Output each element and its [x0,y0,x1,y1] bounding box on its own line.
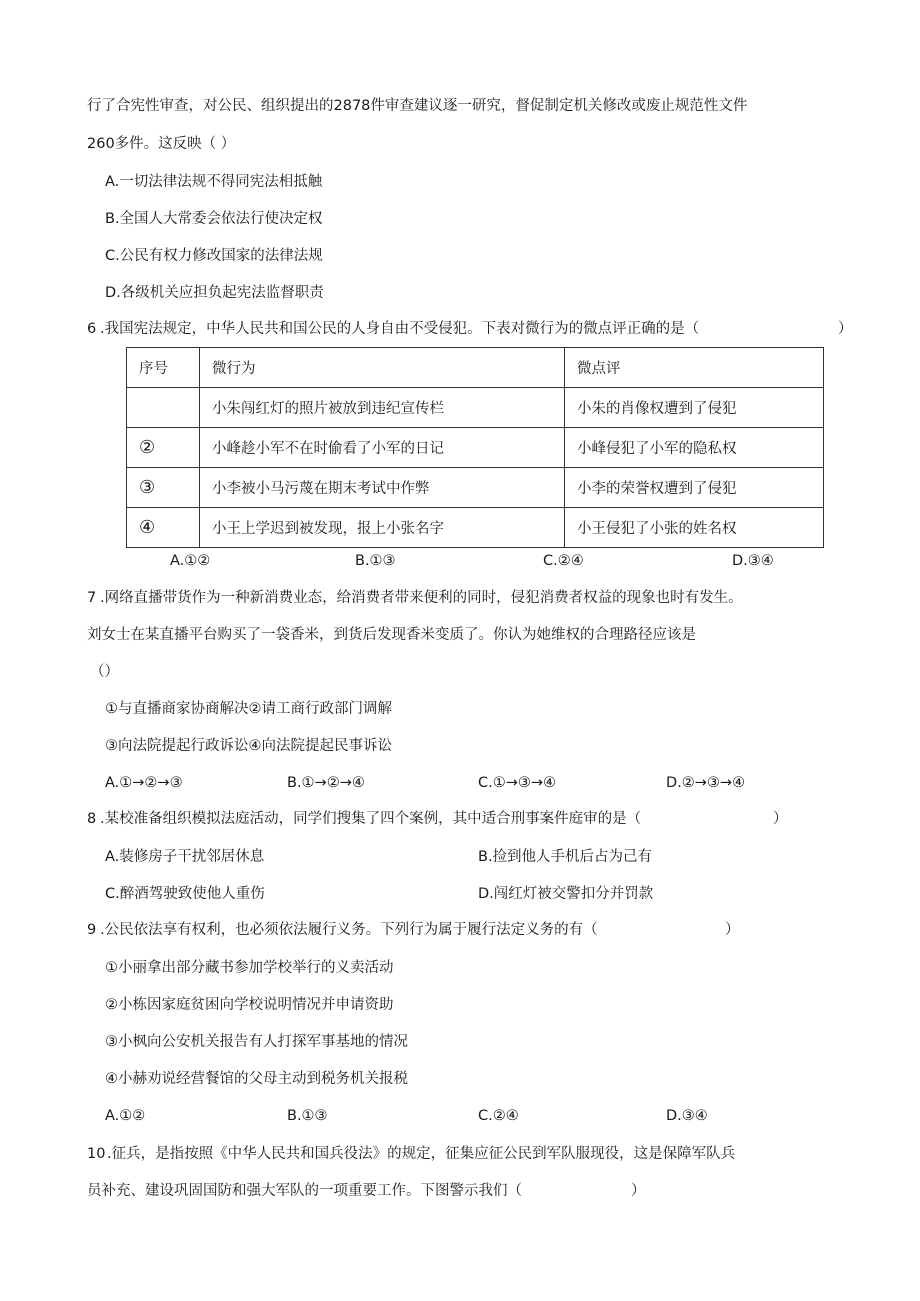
row-index: ③ [127,468,200,508]
q8-stem: .某校准备组织模拟法庭活动，同学们搜集了四个案例，其中适合刑事案件庭审的是（ [100,811,642,827]
q6-stem: .我国宪法规定，中华人民共和国公民的人身自由不受侵犯。下表对微行为的微点评正确的是（ [100,321,700,337]
row-comment: 小李的荣誉权遭到了侵犯 [565,468,824,508]
table-row [127,428,824,468]
row-index [127,388,200,428]
q6-paren-close: ） [838,321,853,337]
q10-paren-close: ） [631,1183,646,1199]
q6-table [126,347,824,548]
q5-stem-line2: 260多件。这反映（ ） [87,136,236,152]
q8-option-a[interactable]: A.装修房子干扰邻居休息 [105,849,265,865]
q7-stem-line1: .网络直播带货作为一种新消费业态，给消费者带来便利的同时，侵犯消费者权益的现象也时有发生。 [100,590,743,606]
table-row [127,508,824,548]
q5-stem-line1: 行了合宪性审查，对公民、组织提出的2878件审查建议逐一研究，督促制定机关修改或废止规范性文件 [87,98,748,114]
q9-stem: .公民依法享有权利，也必须依法履行义务。下列行为属于履行法定义务的有（ [100,922,598,938]
q9-option-d[interactable]: D.③④ [666,1108,708,1124]
q7-option-c[interactable]: C.①→③→④ [478,775,557,791]
row-behavior: 小朱闯红灯的照片被放到违纪宣传栏 [200,388,565,428]
row-behavior: 小李被小马污蔑在期末考试中作弊 [200,468,565,508]
q8-number: 8 [87,811,97,827]
table-header-row [127,348,824,388]
q5-option-c[interactable]: C.公民有权力修改国家的法律法规 [105,248,323,264]
q6-option-a[interactable]: A.①② [170,553,211,569]
q7-option-b[interactable]: B.①→②→④ [287,775,365,791]
row-index: ② [127,428,200,468]
row-behavior: 小王上学迟到被发现，报上小张名字 [200,508,565,548]
q9-item-4: ④小赫劝说经营餐馆的父母主动到税务机关报税 [105,1071,408,1087]
q9-item-1: ①小丽拿出部分藏书参加学校举行的义卖活动 [105,960,394,976]
header-comment: 微点评 [565,348,824,388]
row-comment: 小峰侵犯了小军的隐私权 [565,428,824,468]
table-row [127,468,824,508]
q9-option-b[interactable]: B.①③ [287,1108,328,1124]
q6-number: 6 [87,321,97,337]
q9-item-3: ③小枫向公安机关报告有人打探军事基地的情况 [105,1034,408,1050]
q6-option-d[interactable]: D.③④ [732,553,774,569]
q10-stem-line1: .征兵，是指按照《中华人民共和国兵役法》的规定，征集应征公民到军队服现役，这是保障军队兵 [107,1146,736,1162]
q7-option-a[interactable]: A.①→②→③ [105,775,183,791]
q7-items-line2: ③向法院提起行政诉讼④向法院提起民事诉讼 [105,738,392,754]
q9-item-2: ②小栋因家庭贫困向学校说明情况并申请资助 [105,997,394,1013]
q8-option-d[interactable]: D.闯红灯被交警扣分并罚款 [478,886,654,902]
q10-stem-line2: 员补充、建设巩固国防和强大军队的一项重要工作。下图警示我们（ [87,1183,522,1199]
q7-number: 7 [87,590,97,606]
q7-stem-line2: 刘女士在某直播平台购买了一袋香米，到货后发现香米变质了。你认为她维权的合理路径应该是 [87,627,696,643]
row-comment: 小王侵犯了小张的姓名权 [565,508,824,548]
q8-option-b[interactable]: B.捡到他人手机后占为己有 [478,849,653,865]
q5-option-b[interactable]: B.全国人大常委会依法行使决定权 [105,211,323,227]
q10-number: 10 [87,1146,106,1162]
q7-option-d[interactable]: D.②→③→④ [666,775,746,791]
row-index: ④ [127,508,200,548]
row-behavior: 小峰趁小军不在时偷看了小军的日记 [200,428,565,468]
header-index: 序号 [127,348,200,388]
header-behavior: 微行为 [200,348,565,388]
q8-option-c[interactable]: C.醉酒驾驶致使他人重伤 [105,886,265,902]
q9-paren-close: ） [725,922,740,938]
q9-number: 9 [87,922,97,938]
q6-option-b[interactable]: B.①③ [355,553,396,569]
table-row [127,388,824,428]
q8-paren-close: ） [773,811,788,827]
q9-option-a[interactable]: A.①② [105,1108,146,1124]
q5-option-d[interactable]: D.各级机关应担负起宪法监督职责 [105,285,324,301]
q7-items-line1: ①与直播商家协商解决②请工商行政部门调解 [105,701,392,717]
q9-option-c[interactable]: C.②④ [478,1108,519,1124]
q7-stem-line3: （） [90,664,119,680]
row-comment: 小朱的肖像权遭到了侵犯 [565,388,824,428]
q6-option-c[interactable]: C.②④ [543,553,584,569]
q5-option-a[interactable]: A.一切法律法规不得同宪法相抵触 [105,174,323,190]
